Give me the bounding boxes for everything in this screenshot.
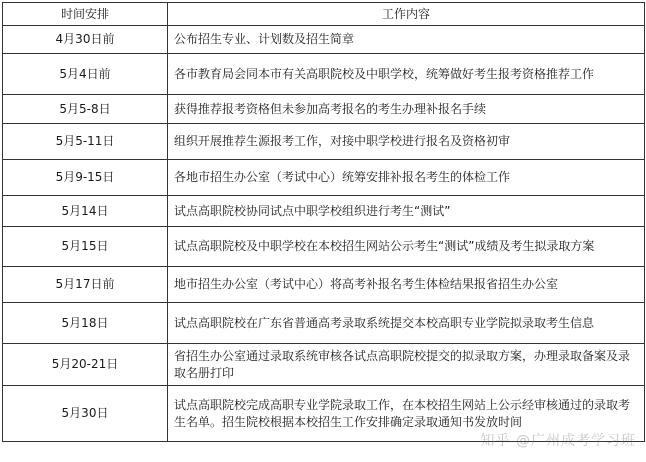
- work-cell: 试点高职院校协同试点中职学校组织进行考生“测试”: [168, 196, 645, 227]
- time-cell: 5月14日: [3, 196, 168, 227]
- work-cell: 组织开展推荐生源报考工作，对接中职学校进行报名及资格初审: [168, 124, 645, 160]
- schedule-table: [2, 2, 645, 442]
- table-header-row: [3, 3, 645, 26]
- work-cell: 试点高职院校及中职学校在本校招生网站公示考生“测试”成绩及考生拟录取方案: [168, 227, 645, 267]
- table-row: [3, 26, 645, 54]
- time-cell: 4月30日前: [3, 26, 168, 54]
- table-row: [3, 95, 645, 124]
- table-row: [3, 267, 645, 303]
- time-cell: 5月18日: [3, 303, 168, 344]
- work-cell: 公布招生专业、计划数及招生简章: [168, 26, 645, 54]
- table-row: [3, 303, 645, 344]
- table-row: [3, 227, 645, 267]
- table-row: [3, 124, 645, 160]
- work-cell: 获得推荐报考资格但未参加高考报名的考生办理补报名手续: [168, 95, 645, 124]
- time-cell: 5月17日前: [3, 267, 168, 303]
- table-row: [3, 344, 645, 386]
- table-row: [3, 386, 645, 442]
- work-cell: 各市教育局会同本市有关高职院校及中职学校，统筹做好考生报考资格推荐工作: [168, 54, 645, 95]
- work-cell: 各地市招生办公室（考试中心）统筹安排补报名考生的体检工作: [168, 160, 645, 196]
- time-cell: 5月5-8日: [3, 95, 168, 124]
- work-cell: 省招生办公室通过录取系统审核各试点高职院校提交的拟录取方案，办理录取备案及录取名册打印: [168, 344, 645, 386]
- time-cell: 5月20-21日: [3, 344, 168, 386]
- work-cell: 试点高职院校完成高职专业学院录取工作，在本校招生网站上公示经审核通过的录取考生名单。招生院校根据本校招生工作安排确定录取通知书发放时间: [168, 386, 645, 442]
- table-row: [3, 196, 645, 227]
- table-row: [3, 160, 645, 196]
- work-cell: 试点高职院校在广东省普通高考录取系统提交本校高职专业学院拟录取考生信息: [168, 303, 645, 344]
- time-cell: 5月4日前: [3, 54, 168, 95]
- column-header-work: 工作内容: [168, 3, 645, 26]
- time-cell: 5月15日: [3, 227, 168, 267]
- table-row: [3, 54, 645, 95]
- column-header-time: 时间安排: [3, 3, 168, 26]
- watermark: 知乎 @广州成考学习班: [480, 433, 636, 449]
- time-cell: 5月30日: [3, 386, 168, 442]
- work-cell: 地市招生办公室（考试中心）将高考补报名考生体检结果报省招生办公室: [168, 267, 645, 303]
- time-cell: 5月5-11日: [3, 124, 168, 160]
- time-cell: 5月9-15日: [3, 160, 168, 196]
